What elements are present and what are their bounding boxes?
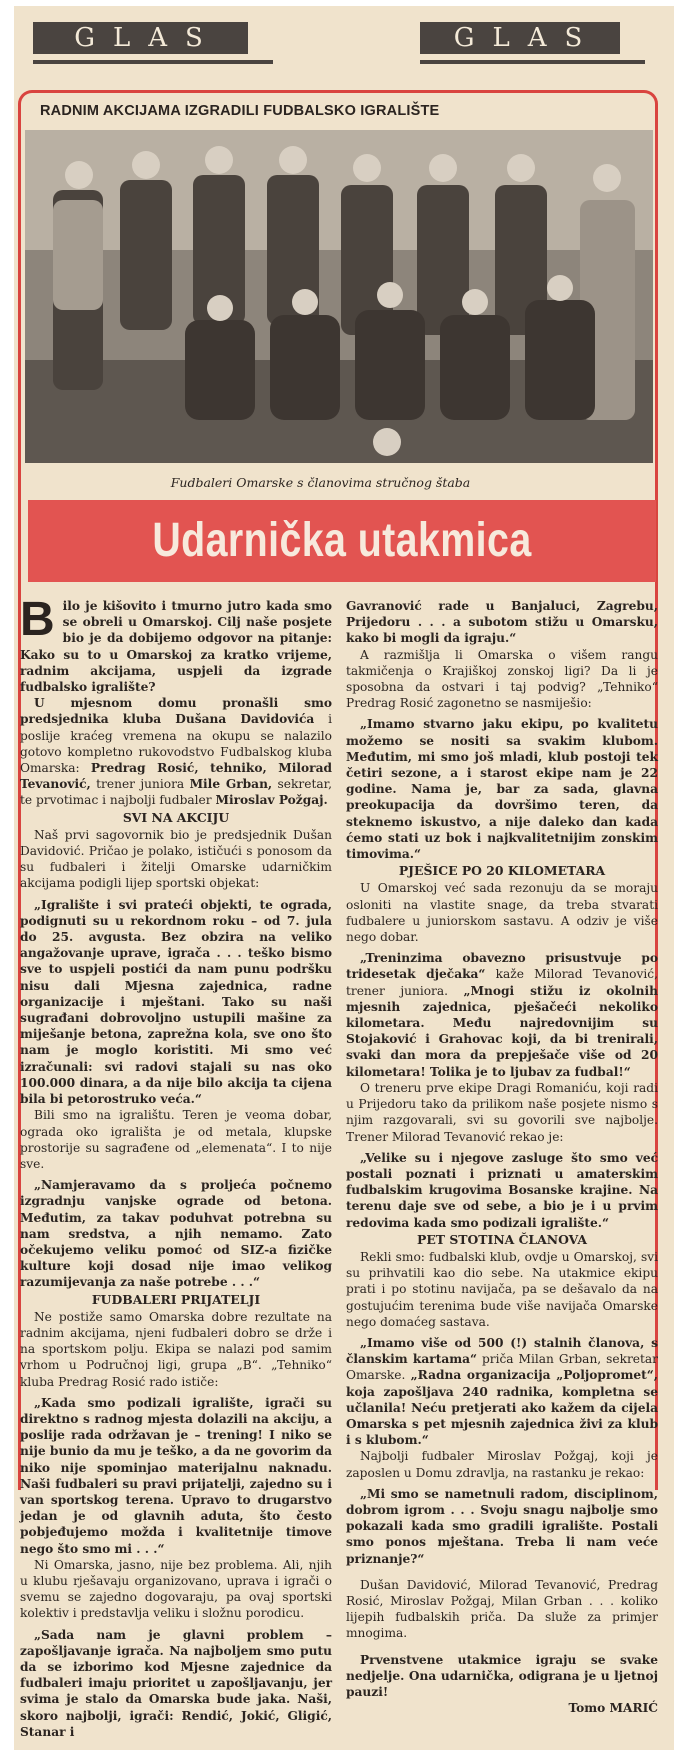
body-paragraph: Dušan Davidović, Milorad Tevanović, Predrag Rosić, Miroslav Požgaj, Milan Grban . . . koliko lijepih fudbalskih priča. Da služe za primjer mnogima. <box>346 1577 658 1641</box>
quote-paragraph <box>346 716 658 862</box>
bold-run: Mile Grban, <box>189 777 273 792</box>
masthead-title: GLAS <box>33 22 248 54</box>
quote-text: „Kada smo podizali igralište, igrači su direktno s radnog mjesta dolazili na akciju, a poslije rada održavan je – trening! I niko se nije bunio da mu je teško, a da ne govorim da niko nije spominjao materijalnu naknadu. Naši fudbaleri su pravi prijatelji, zajedno su i van sportskog terena. Upravo to drugarstvo jedan je od glavnih aduta, što često pobjeđujemo možda i kvalitetnije timove nego što smo mi . . .“ <box>20 1395 332 1556</box>
body-paragraph: Najbolji fudbaler Miroslav Požgaj, koji je zaposlen u Domu zdravlja, na rastanku je rekao: <box>346 1449 658 1480</box>
quote-text: Gavranović rade u Banjaluci, Zagrebu, Prijedoru . . . a subotom stižu u Omarsku, kako bi mogli da igraju.“ <box>346 599 658 646</box>
quote-paragraph <box>20 1177 332 1290</box>
quote-text: „Velike su i njegove zasluge što smo već postali poznati i priznati u amaterskim fudbalskim krugovima Bosanske krajine. Na terenu daje sve od sebe, a bio je i u prvim redovima kada smo podizali igralište.“ <box>346 1150 658 1230</box>
quote-paragraph <box>20 1395 332 1557</box>
body-paragraph: Ni Omarska, jasno, nije bez problema. Ali, njih u klubu rješavaju organizovano, uprava i igrači o svemu se zajedno dogovaraju, pa ovaj sportski kolektiv i predstavlja veliku i složnu porodicu. <box>20 1557 332 1621</box>
body-paragraph: U Omarskoj već sada rezonuju da se moraju osloniti na vlastite snage, da treba stvarati fudbalere u juniorskom sastavu. A odziv je više nego dobar. <box>346 881 658 945</box>
headline-banner <box>28 500 656 582</box>
masthead-title: GLAS <box>420 22 620 54</box>
quote-text: „Namjeravamo da s proljeća počnemo izgradnju vanjske ograde od betona. Međutim, za takav poduhvat potrebna su nam sredstva, a njih nemamo. Zato očekujemo veliku pomoć od SIZ-a fizičke kulture koji dosad nije imao velikog razumijevanja za naše potrebe . . .“ <box>20 1178 332 1290</box>
body-paragraph: Rekli smo: fudbalski klub, ovdje u Omarskoj, svi su prihvatili kao dio sebe. Na utakmice ekipu prati i po stotinu navijača, pa se dešavalo da na gostujućim terenima bude više navijača Omarske nego domaćeg sastava. <box>346 1249 658 1329</box>
article-column-right <box>346 598 658 1716</box>
quote-text: „Sada nam je glavni problem – zapošljavanje igrača. Na najboljem smo putu da se izborimo kod Mjesne zajednice da fudbaleri imaju prioritet u zapošljavanju, jer svima je stalo da Omarska bude jaka. Naši, skoro najbolji, igrači: Rendić, Jokić, Gligić, Stanar i <box>20 1627 332 1739</box>
closing-paragraph <box>346 1652 658 1701</box>
photo-caption: Fudbaleri Omarske s članovima stručnog štaba <box>170 475 471 490</box>
body-paragraph: O treneru prve ekipe Dragi Romaniću, koji radi u Prijedoru tako da prilikom naše posjete nismo s njim razgovarali, svi su govorili sve najbolje. Trener Milorad Tevanović rekao je: <box>346 1080 658 1144</box>
text-run: i poslije kraćeg vremena na okupu se nalazilo gotovo kompletno rukovodstvo Fudbalskog kluba Omarska: <box>20 712 333 776</box>
spacer <box>346 1567 658 1577</box>
quote-paragraph <box>346 1335 658 1448</box>
section-heading: PET STOTINA ČLANOVA <box>417 1231 587 1247</box>
masthead-right <box>420 22 620 64</box>
spacer <box>346 1642 658 1652</box>
drop-cap: B <box>20 593 55 646</box>
quote-paragraph <box>346 950 658 1080</box>
body-paragraph: A razmišlja li Omarska o višem rangu takmičenja o Krajiškoj zonskoj ligi? Da li je sposobna da ostvari i taj podvig? „Tehniko“ Predrag Rosić zagonetno se nasmiješio: <box>346 647 658 711</box>
bold-run: „Mnogi stižu iz okolnih mjesnih zajednica, pješačeći nekoliko kilometara. Među najredovnijim su Stojaković i Grahovac koji, da bi trenirali, svaki dan mora da prepješače više od 20 kilometara! Tolika je to ljubav za fudbal!“ <box>346 983 658 1079</box>
body-paragraph <box>20 695 332 808</box>
quote-paragraph <box>20 1627 332 1740</box>
body-paragraph: Naš prvi sagovornik bio je predsjednik Dušan Davidović. Pričao je polako, ističući s ponosom da su fudbaleri i žitelji Omarske udarničkim akcijama podigli lijep sportski objekat: <box>20 827 332 891</box>
bold-run: U mjesnom domu pronašli smo predsjednika kluba Dušana Davidovića <box>20 696 332 727</box>
team-photo <box>25 130 653 463</box>
text-run: priča Milan Grban, sekretar Omarske. <box>346 1352 658 1383</box>
section-heading: PJEŠICE PO 20 KILOMETARA <box>398 863 606 879</box>
masthead-left <box>33 22 248 64</box>
bold-run: Predrag Rosić, tehniko, Milorad Tevanović, <box>20 761 332 792</box>
masthead-rule <box>33 60 273 64</box>
quote-paragraph <box>20 897 332 1108</box>
text-run: kaže Milorad Tevanović, trener juniora. <box>346 967 658 998</box>
byline: Tomo MARIĆ <box>568 1701 658 1716</box>
quote-text: „Mi smo se nametnuli radom, disciplinom, dobrom igrom . . . Svoju snagu najbolje smo pokazali kada smo gradili igralište. Postali smo ponos mještana. Treba li nam veće priznanje?“ <box>346 1486 658 1566</box>
text-run: trener juniora <box>90 777 190 792</box>
bold-run: „Imamo više od 500 (!) stalnih članova, s članskim kartama“ <box>346 1335 658 1367</box>
bold-run: „Treninzima obavezno prisustvuje po tridesetak dječaka“ <box>346 951 658 982</box>
quote-text: „Igralište i svi prateći objekti, te ograda, podignuti su u rekordnom roku – od 7. jula do 25. avgusta. Bez obzira na veliko angažovanje uprave, igrača . . . teško bismo sve to uspjeli postići da nam punu podršku nisu dali Mjesna zajednica, radne organizacije i mještani. Tako su naši sugrađani dobrovoljno ustupili mašine za miješanje betona, zaprežna kola, sve ono što nam je moglo koristiti. Mi smo već izračunali: svi radovi stajali su nas oko 100.000 dinara, a da nije bilo akcija ta cijena bila bi petorostruko veća.“ <box>20 897 332 1107</box>
lead-paragraph <box>20 593 332 695</box>
section-heading: FUDBALERI PRIJATELJI <box>91 1291 261 1307</box>
article-kicker: RADNIM AKCIJAMA IZGRADILI FUDBALSKO IGRALIŠTE <box>40 103 440 119</box>
quote-text: „Imamo stvarno jaku ekipu, po kvalitetu možemo se nositi sa svakim klubom. Međutim, mi smo još mladi, klub postoji tek četiri sezone, a i starost ekipe nam je 22 godine. Nama je, bar za sada, glavna preokupacija da dovršimo teren, da steknemo iskustvo, a nije daleko dan kada ćemo stati uz bok i najkvalitetnijim zonskim timovima.“ <box>346 717 658 862</box>
body-paragraph: Bili smo na igralištu. Teren je veoma dobar, ograda oko igrališta je od metala, klupske prostorije su sagrađene od „elemenata“. I to nije sve. <box>20 1108 332 1171</box>
lead-text: ilo je kišovito i tmurno jutro kada smo se obreli u Omarskoj. <box>62 599 332 630</box>
bold-run: Miroslav Požgaj. <box>215 793 328 808</box>
quote-paragraph <box>346 1150 658 1231</box>
closing-text: Prvenstvene utakmice igraju se svake nedjelje. Ona udarnička, odigrana je u ljetnoj pauzi! <box>346 1652 658 1699</box>
quote-paragraph <box>346 598 658 647</box>
text-run: sekretar, te prvotimac i najbolji fudbaler <box>20 777 332 808</box>
bold-run: „Radna organizacija „Poljopromet“, koja zapošljava 240 radnika, kompletna se učlanila! Neću pretjerati ako kažem da cijela Omarska s pet mjesnih zajednica živi za klub i s klubom.“ <box>346 1368 658 1448</box>
lead-question: Cilj naše posjete bio je da dobijemo odgovor na pitanje: Kako su to u Omarskoj za kratko vrijeme, radnim akcijama, uspjeli da izgrade fudbalsko igralište? <box>20 615 332 695</box>
body-paragraph: Ne postiže samo Omarska dobre rezultate na radnim akcijama, njeni fudbaleri dobro se drže i na sportskom polju. Ekipa se nalazi pod samim vrhom u Područnoj ligi, grupa „B“. „Tehniko“ kluba Predrag Rosić rado ističe: <box>20 1309 332 1389</box>
headline: Udarnička utakmica <box>152 514 532 567</box>
quote-paragraph <box>346 1486 658 1567</box>
team-photo-illustration <box>25 130 653 463</box>
section-heading: SVI NA AKCIJU <box>122 809 230 825</box>
masthead-rule <box>420 60 645 64</box>
article-column-left <box>20 593 333 1740</box>
